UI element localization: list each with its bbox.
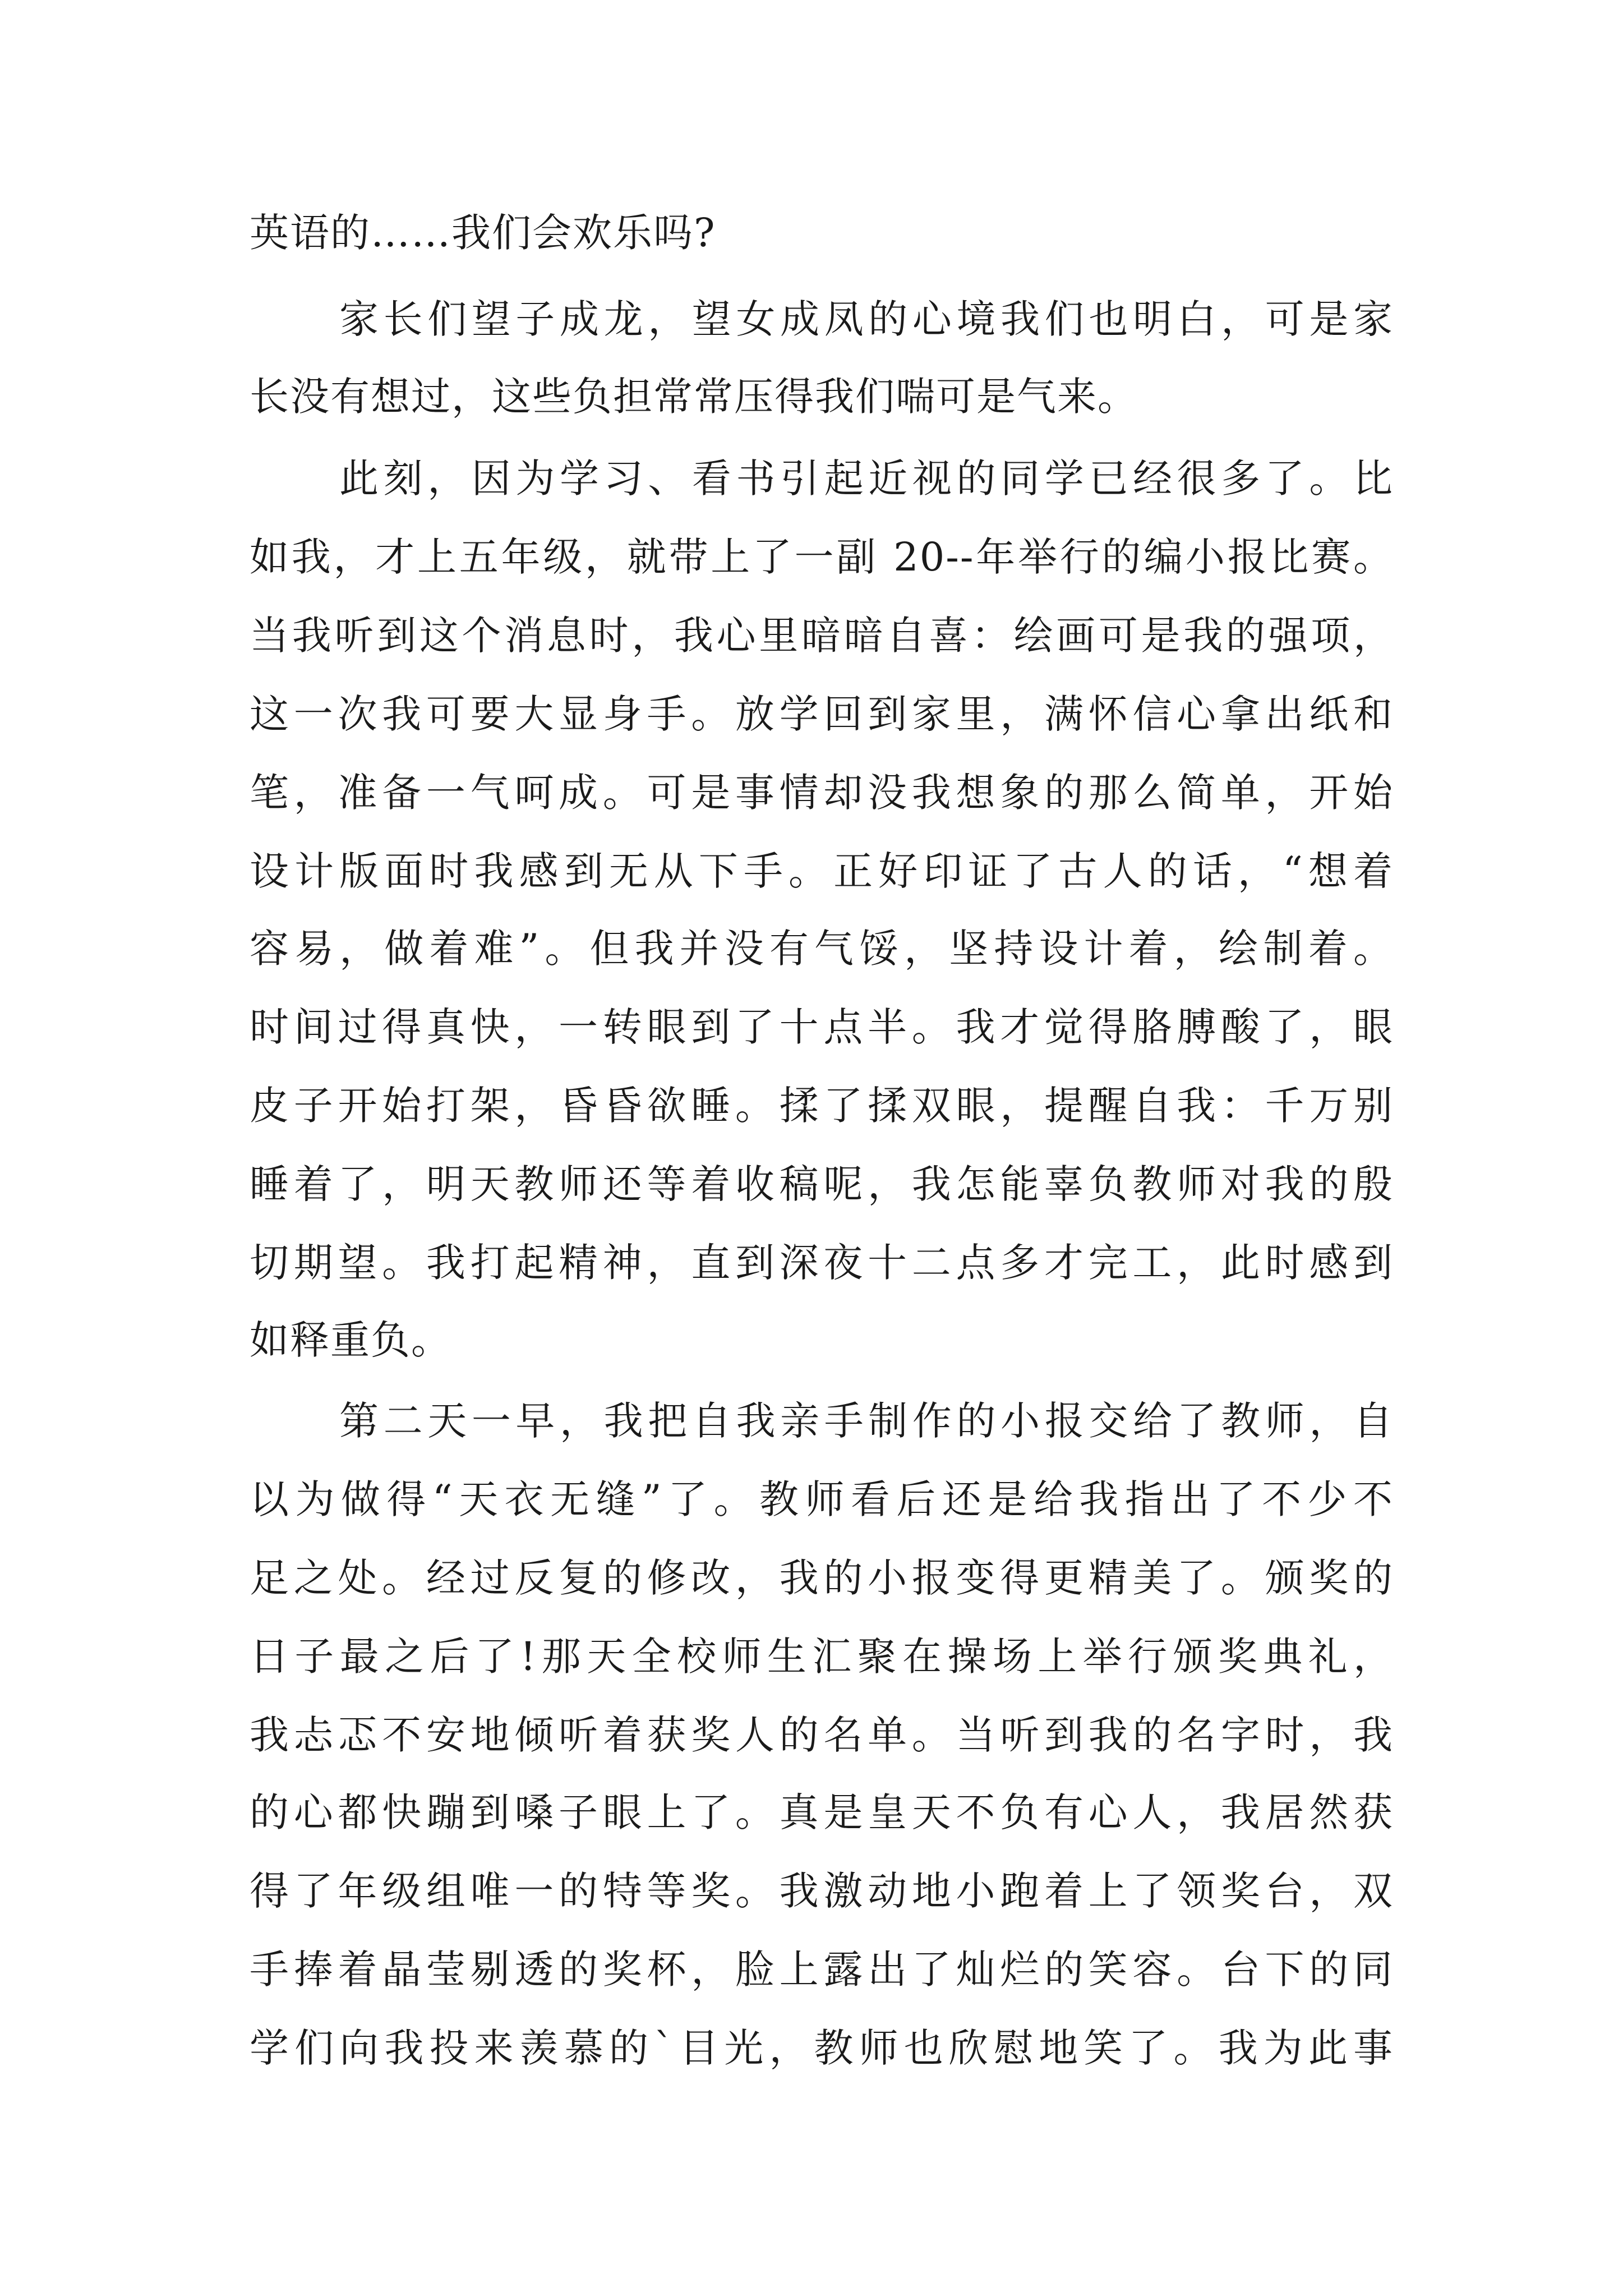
text-line: 睡着了，明天教师还等着收稿呢，我怎能辜负教师对我的殷 bbox=[250, 1161, 1394, 1207]
text-line: 如我，才上五年级，就带上了一副 20--年举行的编小报比赛。 bbox=[250, 534, 1394, 580]
paragraph-start-line: 第二天一早，我把自我亲手制作的小报交给了教师，自 bbox=[339, 1398, 1394, 1444]
text-line: 这一次我可要大显身手。放学回到家里，满怀信心拿出纸和 bbox=[250, 691, 1394, 737]
text-line: 容易，做着难”。但我并没有气馁，坚持设计着，绘制着。 bbox=[250, 926, 1394, 972]
text-line: 的心都快蹦到嗓子眼上了。真是皇天不负有心人，我居然获 bbox=[250, 1789, 1394, 1835]
text-line: 皮子开始打架，昏昏欲睡。揉了揉双眼，提醒自我：千万别 bbox=[250, 1083, 1394, 1129]
text-line: 长没有想过，这些负担常常压得我们喘可是气来。 bbox=[250, 374, 1138, 420]
text-line: 足之处。经过反复的修改，我的小报变得更精美了。颁奖的 bbox=[250, 1555, 1394, 1601]
paragraph-start-line: 家长们望子成龙，望女成凤的心境我们也明白，可是家 bbox=[339, 296, 1394, 342]
text-line: 学们向我投来羡慕的`目光，教师也欣慰地笑了。我为此事 bbox=[250, 2025, 1394, 2071]
text-line: 得了年级组唯一的特等奖。我激动地小跑着上了领奖台，双 bbox=[250, 1868, 1394, 1914]
text-line: 我忐忑不安地倾听着获奖人的名单。当听到我的名字时，我 bbox=[250, 1712, 1394, 1758]
text-line: 手捧着晶莹剔透的奖杯，脸上露出了灿烂的笑容。台下的同 bbox=[250, 1947, 1394, 1993]
text-line: 设计版面时我感到无从下手。正好印证了古人的话，“想着 bbox=[250, 848, 1394, 894]
text-line: 日子最之后了!那天全校师生汇聚在操场上举行颁奖典礼， bbox=[250, 1634, 1394, 1680]
paragraph-start-line: 此刻，因为学习、看书引起近视的同学已经很多了。比 bbox=[339, 455, 1394, 501]
text-line: 当我听到这个消息时，我心里暗暗自喜：绘画可是我的强项， bbox=[250, 613, 1394, 659]
text-line: 英语的……我们会欢乐吗? bbox=[250, 210, 716, 256]
text-line: 时间过得真快，一转眼到了十点半。我才觉得胳膊酸了，眼 bbox=[250, 1004, 1394, 1050]
text-line: 笔，准备一气呵成。可是事情却没我想象的那么简单，开始 bbox=[250, 770, 1394, 816]
text-line: 以为做得“天衣无缝”了。教师看后还是给我指出了不少不 bbox=[250, 1476, 1394, 1522]
text-line: 切期望。我打起精神，直到深夜十二点多才完工，此时感到 bbox=[250, 1240, 1394, 1286]
text-line: 如释重负。 bbox=[250, 1317, 451, 1363]
